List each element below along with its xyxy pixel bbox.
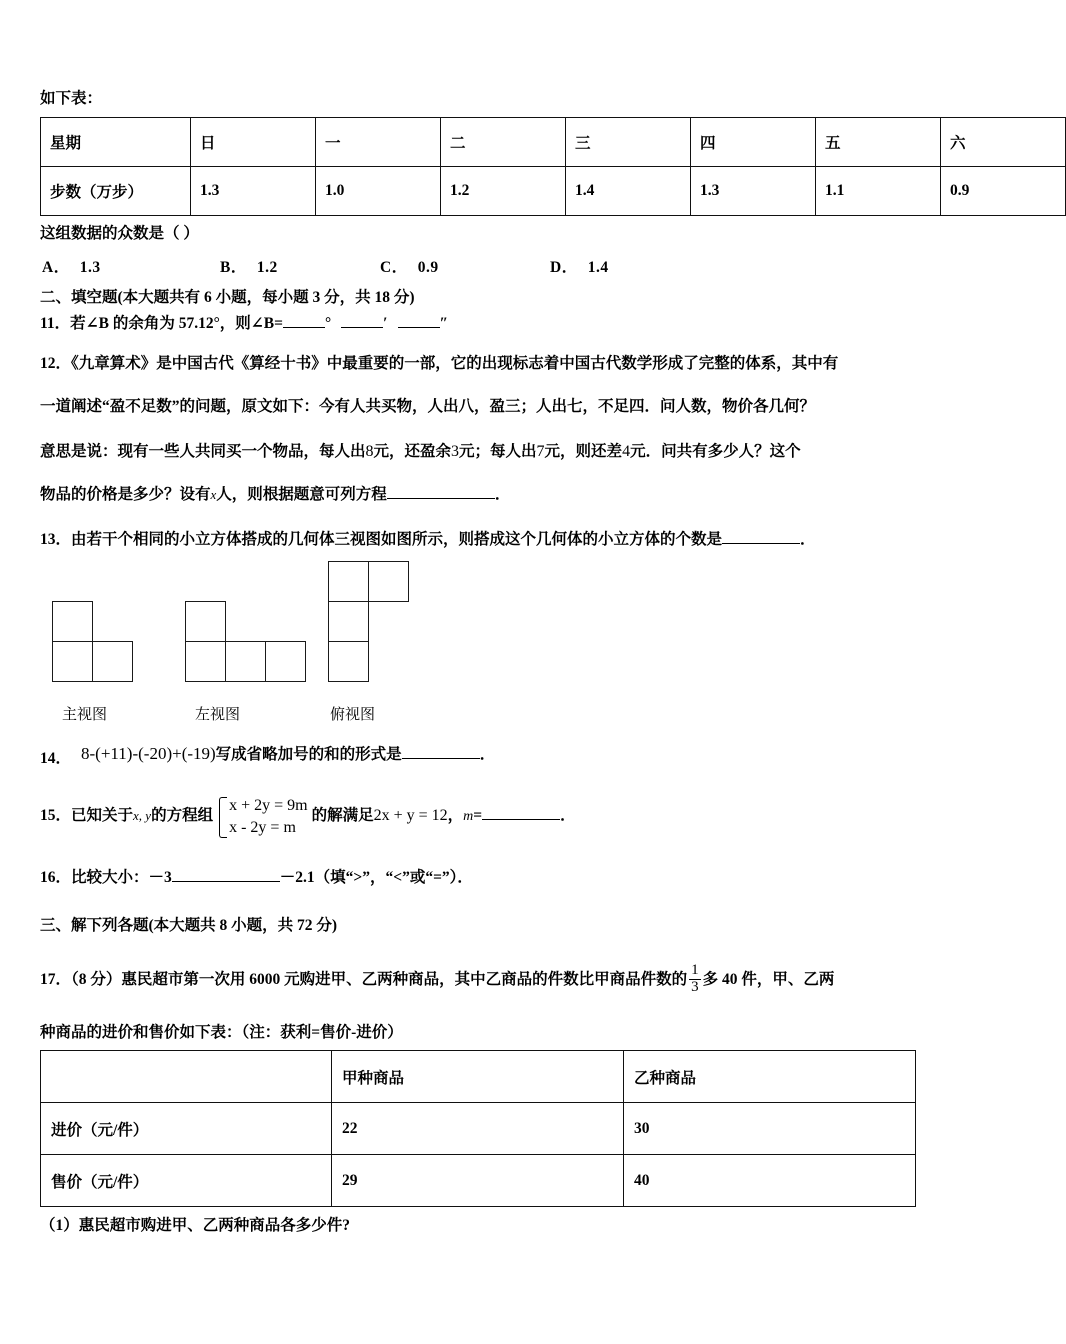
cube-square xyxy=(52,641,93,682)
q15-answer-blank[interactable] xyxy=(482,806,560,820)
q15-text-b: 的方程组 xyxy=(151,807,214,825)
section-2-heading: 二、填空题(本大题共有 6 小题，每小题 3 分，共 18 分) xyxy=(40,288,415,306)
q13-text: 由若干个相同的小立方体搭成的几何体三视图如图所示，则搭成这个几何体的小立方体的个数是 xyxy=(71,530,723,548)
q15-equation-2: x - 2y = m xyxy=(229,818,296,836)
cube-square xyxy=(185,601,226,642)
q12-line4-b: 人，则根据题意可列方程 xyxy=(216,486,387,504)
q13-number: 13． xyxy=(40,530,72,548)
figure-label-left-view: 左视图 xyxy=(195,707,241,724)
fraction-denominator: 3 xyxy=(691,979,699,996)
selling-price-jia: 29 xyxy=(332,1155,624,1207)
cube-square xyxy=(185,641,226,682)
q16 xyxy=(40,867,918,889)
q15-variable-m: m xyxy=(463,809,474,825)
q15-equation-1: x + 2y = 9m xyxy=(229,797,308,815)
option-d-value: 1.4 xyxy=(587,258,609,276)
table-lead-text: 如下表： xyxy=(40,90,103,107)
cube-square xyxy=(52,601,93,642)
cost-price-yi: 30 xyxy=(624,1103,916,1155)
steps-value-mon: 1.0 xyxy=(316,167,441,216)
table-row-header xyxy=(41,118,1066,167)
option-c-letter: C． xyxy=(380,258,408,276)
q12-num-8: 8 xyxy=(365,442,374,460)
q17-sub1: （1）惠民超市购进甲、乙两种商品各多少件? xyxy=(40,1217,351,1235)
week-header-label: 星期 xyxy=(41,118,191,167)
q12-line3-a: 意思是说：现有一些人共同买一个物品，每人出 xyxy=(40,442,366,460)
steps-value-thu: 1.3 xyxy=(691,167,816,216)
q16-text-a: 比较大小：－3 xyxy=(71,869,172,887)
cube-square xyxy=(368,561,409,602)
week-header-mon: 一 xyxy=(316,118,441,167)
steps-value-tue: 1.2 xyxy=(441,167,566,216)
q11-blank-deg[interactable] xyxy=(283,314,325,328)
q11 xyxy=(40,313,918,335)
cube-square xyxy=(328,601,369,642)
table-row-cost-price xyxy=(41,1103,916,1155)
q12-line3 xyxy=(40,440,918,463)
q12-line4-c: ． xyxy=(494,486,511,504)
q11-number: 11． xyxy=(40,315,71,333)
week-header-sat: 六 xyxy=(941,118,1066,167)
steps-value-fri: 1.1 xyxy=(816,167,941,216)
q15-text-a: 已知关于 xyxy=(71,807,134,825)
table-row-steps xyxy=(41,167,1066,216)
q12-num-3: 3 xyxy=(451,442,460,460)
q15-text-end: ． xyxy=(560,807,576,825)
week-header-sun: 日 xyxy=(191,118,316,167)
q12-answer-blank[interactable] xyxy=(387,485,495,499)
option-b[interactable] xyxy=(220,255,278,277)
q16-number: 16． xyxy=(40,869,72,887)
q13-text-end: ． xyxy=(800,530,816,548)
week-header-fri: 五 xyxy=(816,118,941,167)
option-a-letter: A． xyxy=(42,258,70,276)
three-view-figure-group xyxy=(40,561,918,733)
goods-price-table xyxy=(40,1050,916,1207)
q10-stem: 这组数据的众数是（ ） xyxy=(40,225,199,243)
q12-line3-b: 元，还盈余 xyxy=(373,442,452,460)
q12-num-4: 4 xyxy=(622,442,631,460)
q11-unit-sec: ″ xyxy=(439,315,449,333)
option-c[interactable] xyxy=(380,255,439,277)
q15-variables: x, y xyxy=(133,808,152,824)
option-b-letter: B． xyxy=(220,258,247,276)
q12-line3-c: 元；每人出 xyxy=(459,442,537,460)
q17-line2: 种商品的进价和售价如下表：（注：获利=售价-进价） xyxy=(40,1023,403,1041)
table-row-selling-price xyxy=(41,1155,916,1207)
option-a[interactable] xyxy=(42,255,101,277)
cube-square xyxy=(328,561,369,602)
q14 xyxy=(40,745,918,767)
cube-square xyxy=(225,641,266,682)
steps-row-label: 步数（万步） xyxy=(41,167,191,216)
q11-text: 若∠B 的余角为 57.12°，则∠B= xyxy=(70,315,283,333)
q11-blank-sec[interactable] xyxy=(398,314,440,328)
q13-answer-blank[interactable] xyxy=(722,530,800,544)
q14-text: 写成省略加号的和的形式是 xyxy=(215,746,402,764)
q14-text-end: ． xyxy=(479,746,496,764)
selling-price-yi: 40 xyxy=(624,1155,916,1207)
option-d-letter: D． xyxy=(550,258,578,276)
q14-answer-blank[interactable] xyxy=(402,745,480,759)
goods-header-jia: 甲种商品 xyxy=(332,1051,624,1103)
steps-value-sun: 1.3 xyxy=(191,167,316,216)
option-b-value: 1.2 xyxy=(256,258,278,276)
option-c-value: 0.9 xyxy=(417,258,439,276)
goods-header-yi: 乙种商品 xyxy=(624,1051,916,1103)
week-steps-table xyxy=(40,117,1066,216)
week-header-wed: 三 xyxy=(566,118,691,167)
option-d[interactable] xyxy=(550,255,609,277)
q17-line1-a: （8 分）惠民超市第一次用 6000 元购进甲、乙两种商品，其中乙商品的件数比甲商品件数的 xyxy=(71,971,688,989)
figure-label-top-view: 俯视图 xyxy=(330,707,376,724)
q12-line3-d: 元，则还差 xyxy=(544,442,623,460)
figure-label-main-view: 主视图 xyxy=(62,707,108,724)
q10-options xyxy=(40,255,918,281)
q15 xyxy=(40,795,918,838)
q16-answer-blank[interactable] xyxy=(172,868,280,882)
cost-price-label: 进价（元/件） xyxy=(41,1103,332,1155)
figure-top-view xyxy=(328,561,418,691)
figure-left-view xyxy=(185,601,315,691)
q11-blank-min[interactable] xyxy=(341,314,383,328)
q12-num-7: 7 xyxy=(536,442,545,460)
fraction-numerator: 1 xyxy=(691,962,699,979)
q15-text-c: 的解满足 xyxy=(311,807,374,825)
steps-value-wed: 1.4 xyxy=(566,167,691,216)
q15-number: 15． xyxy=(40,807,72,825)
q15-equation-system xyxy=(217,795,308,838)
q12-number: 12． xyxy=(40,354,72,372)
q15-text-d: ， xyxy=(447,807,464,825)
q16-text-b: －2.1（填“>”，“<”或“=”）． xyxy=(279,869,473,887)
q12-line4-a: 物品的价格是多少？设有 xyxy=(40,486,211,504)
q14-number: 14． xyxy=(40,750,72,768)
q15-equation-3: 2x + y = 12 xyxy=(373,807,448,825)
week-header-thu: 四 xyxy=(691,118,816,167)
q17-fraction-one-third xyxy=(689,963,701,996)
q13-stem xyxy=(40,529,918,551)
cube-square xyxy=(92,641,133,682)
selling-price-label: 售价（元/件） xyxy=(41,1155,332,1207)
q12-line2: 一道阐述“盈不足数”的问题，原文如下：今有人共买物，人出八，盈三；人出七，不足四．问人数，物价各几何？ xyxy=(40,398,816,416)
goods-header-empty xyxy=(41,1051,332,1103)
option-a-value: 1.3 xyxy=(79,258,101,276)
section-3-heading: 三、解下列各题(本大题共 8 小题，共 72 分) xyxy=(40,916,338,934)
cube-square xyxy=(328,641,369,682)
q17-line1-b: 多 40 件，甲、乙两 xyxy=(702,971,835,989)
q12-line1 xyxy=(40,353,918,375)
figure-main-view xyxy=(52,601,142,691)
steps-value-sat: 0.9 xyxy=(941,167,1066,216)
page-content xyxy=(40,88,970,1238)
table-row-header xyxy=(41,1051,916,1103)
q12-line4 xyxy=(40,484,918,506)
q12-line3-e: 元．问共有多少人？这个 xyxy=(630,442,801,460)
q15-equals: = xyxy=(473,807,483,825)
q17-number: 17． xyxy=(40,971,72,989)
q14-expression: 8-(+11)-(-20)+(-19) xyxy=(81,744,216,764)
cost-price-jia: 22 xyxy=(332,1103,624,1155)
q17-line1 xyxy=(40,963,918,996)
q12-variable-x: x xyxy=(210,487,217,503)
week-header-tue: 二 xyxy=(441,118,566,167)
q11-unit-deg: ° xyxy=(324,315,332,333)
q12-line1-text: 《九章算术》是中国古代《算经十书》中最重要的一部，它的出现标志着中国古代数学形成了完整的体系，其中有 xyxy=(71,354,839,372)
q11-unit-min: ′ xyxy=(383,315,388,333)
cube-square xyxy=(265,641,306,682)
